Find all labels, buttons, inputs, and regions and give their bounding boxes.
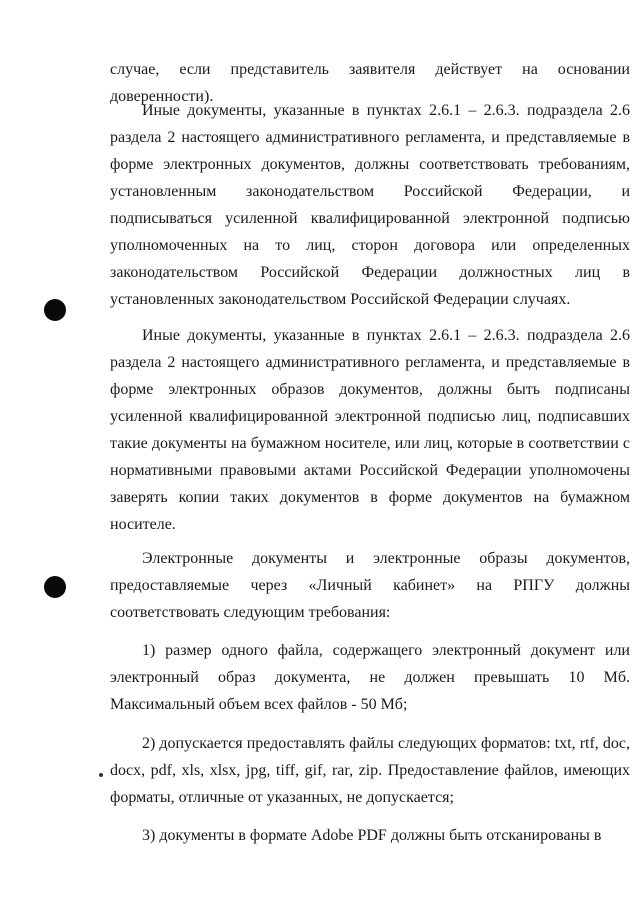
paragraph-text: 1) размер одного файла, содержащего электронный документ или электронный образ документа, не должен превышать 10 Мб. Максимальный объем всех файлов - 50 Мб; (110, 642, 630, 713)
paragraph-text: 2) допускается предоставлять файлы следующих форматов: txt, rtf, doc, docx, pdf, xls, xlsx, jpg, tiff, gif, rar, zip. Предоставление файлов, имеющих форматы, отличные от указанных, не допускается; (110, 735, 630, 806)
punch-hole-mark (44, 576, 66, 598)
paragraph-electronic-documents (110, 97, 630, 313)
list-item-file-size (110, 637, 630, 718)
paragraph-electronic-images (110, 322, 630, 538)
paragraph-text: Электронные документы и электронные образы документов, предоставляемые через «Личный кабинет» на РПГУ должны соответствовать следующим требования: (110, 550, 630, 621)
list-item-file-formats (110, 730, 630, 811)
paragraph-text: Иные документы, указанные в пунктах 2.6.1 – 2.6.3. подраздела 2.6 раздела 2 настоящего административного регламента, и представляемые в форме электронных документов, должны соответствовать требованиям, установленным законодательством Российской Федерации, и подписываться усиленной квалифицированной электронной подписью уполномоченных на то лиц, сторон договора или определенных законодательством Российской Федерации должностных лиц в установленных законодательством Российской Федерации случаях. (110, 102, 630, 308)
punch-hole-mark (44, 299, 66, 321)
list-item-pdf-scan (110, 822, 630, 849)
scan-speck (99, 773, 103, 777)
paragraph-requirements-intro (110, 545, 630, 626)
paragraph-text: 3) документы в формате Adobe PDF должны быть отсканированы в (142, 827, 602, 844)
paragraph-text: Иные документы, указанные в пунктах 2.6.1 – 2.6.3. подраздела 2.6 раздела 2 настоящего административного регламента, и представляемые в форме электронных образов документов, должны быть подписаны усиленной квалифицированной электронной подписью лиц, подписавших такие документы на бумажном носителе, или лиц, которые в соответствии с нормативными правовыми актами Российской Федерации уполномочены заверять копии таких документов в форме документов на бумажном носителе. (110, 327, 630, 533)
paragraph-text: случае, если представитель заявителя действует на основании доверенности). (110, 61, 630, 105)
